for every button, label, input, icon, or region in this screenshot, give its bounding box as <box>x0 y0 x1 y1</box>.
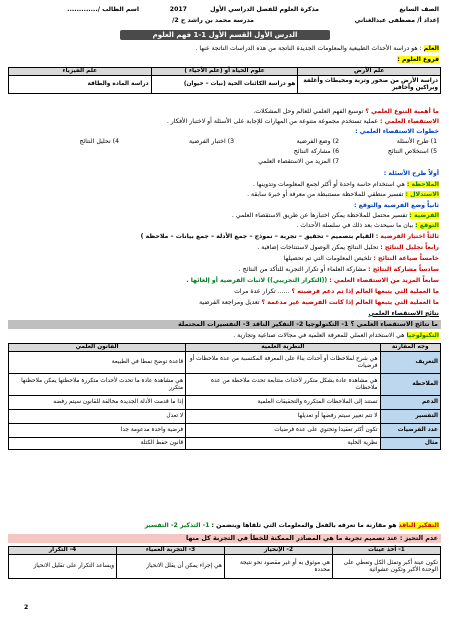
test-line <box>141 233 439 241</box>
analyze-text: تحليل النتائج يمكن الوصول لاستنتاجات إضافية . <box>257 244 379 251</box>
branches-table <box>8 67 441 94</box>
science-definition <box>195 45 439 53</box>
hypothesis-section: ثانياً وضع الفرضية والتوقع : <box>354 202 439 209</box>
tech-line <box>233 332 439 340</box>
bias-cell-blind: هي إجراء يمكن أن يقلل الانحياز <box>117 555 225 579</box>
compare-cell: هي شرح لملاحظات أو أحداث بناءً على المعرفة المكتسبة من عدة ملاحظات أو فرضيات <box>186 352 380 374</box>
branches-heading <box>397 56 439 64</box>
compare-header-law: القانون العلمي <box>9 344 186 352</box>
year-label: 2017 <box>169 6 187 13</box>
compare-cell: تستند إلى الملاحظات المتكررة والتحقيقات العلمية <box>186 396 380 410</box>
inference-line <box>247 191 439 199</box>
prediction-line <box>296 222 439 230</box>
comparison-table <box>8 343 441 450</box>
importance-line <box>253 108 439 116</box>
conclude-label: خامساً صياغة النتائج : <box>373 255 439 262</box>
critical-text: هو مقارنة ما تعرفه بالفعل والمعلومات التي تلقاها ويتضمن : <box>211 522 397 529</box>
bias-header-repeat: 4- التكرار <box>9 547 117 555</box>
bias-table <box>8 546 441 579</box>
q2-label: ما العملية التي يتبعها العالم إذا كانت الفرضية غير مدعمة ؟ <box>261 299 439 306</box>
inference-text: تفسير منطقي للملاحظة مستنبطة من معرفة أو خبرة سابقة . <box>247 191 404 198</box>
test-label: ثالثاً اختبار الفرضية : <box>375 233 439 240</box>
q1-label: ما العملية التي يتبعها العالم إذا تم دعم فرضيته ؟ <box>291 288 439 295</box>
inquiry-text: عملية تستخدم مجموعة متنوعة من المهارات للإجابة على الأسئلة أو لاختبار الأفكار . <box>166 118 378 125</box>
importance-text: توسيع الفهم العلمي للعالم وحل المشكلات. <box>253 108 364 115</box>
compare-cell: إذا ما قدمت الأدلة الجديدة مخالفة للقانون سيتم رفضه <box>9 396 186 410</box>
grade-label: الصف السابع <box>399 6 439 13</box>
hypothesis-text: تفسير محتمل للملاحظة يمكن اختبارها عن طريق الاستقصاء العلمي . <box>231 212 408 219</box>
step-4: 4) تحليل النتائج <box>79 138 119 145</box>
branch-cell-earth: دراسة الأرض من صخور وتربة ومحيطات وأغلفة وبراكين وأحافير <box>298 76 441 94</box>
prediction-text: بيان ما سيحدث بعد ذلك في سلسلة الأحداث . <box>296 222 414 229</box>
compare-cell: فرضية واحدة مدعومة جدا <box>9 424 186 438</box>
bias-header-blind: 3- التجربة العمياء <box>117 547 225 555</box>
critical-label: التفكير الناقد <box>398 522 439 529</box>
hypothesis-line <box>232 212 439 220</box>
branch-cell-physics: دراسة المادة والطاقة <box>9 76 152 94</box>
student-name-field: اسم الطالب /............. <box>67 6 139 13</box>
branches-label: فروع العلوم : <box>397 56 439 63</box>
page-number: 2 <box>24 604 29 611</box>
importance-label: ما أهمية التنوع العلمي ؟ <box>365 108 439 115</box>
branch-header-earth: علم الأرض <box>298 68 441 76</box>
inquiry-label: الاستقصاء العلمي : <box>379 118 439 125</box>
science-text: : هو دراسة الأحداث الطبيعية والمعلومات الجديدة الناتجة من هذه الدراسات الناتجة عنها . <box>195 45 422 52</box>
more-line <box>186 277 439 285</box>
compare-cell: هي مشاهدة عادة بشكل متكرر لأحداث متتابعة تحدث ملاحظة من عدة ملاحظات <box>186 374 380 396</box>
results-bar: ما نتائج الاستقصاء العلمي ؟ 1- التكنولوجيا 2- التفكير الناقد 3- التفسيرات المحتملة <box>8 320 441 329</box>
branch-cell-life: هو دراسة الكائنات الحية (نبات – حيوان) <box>151 76 298 94</box>
compare-row-label: عدد الفرضيات <box>380 424 440 438</box>
share-line <box>239 266 439 274</box>
observation-line <box>253 181 439 189</box>
inquiry-line <box>167 118 439 126</box>
compare-header-theory: النظرية العلمية <box>186 344 380 352</box>
hypothesis-label: الفرضية : <box>409 212 439 219</box>
observation-text: هي استخدام حاسة واحدة أو أكثر لجمع المعلومات وتدوينها . <box>252 181 405 188</box>
analyze-label: رابعاً تحليل النتائج : <box>380 244 439 251</box>
more-label: سابعاً المزيد من الاستقصاء العلمي : <box>329 277 439 284</box>
steps-label: خطوات الاستقصاء العلمي : <box>355 128 439 135</box>
compare-header-aspect: وجه المقارنة <box>380 344 440 352</box>
conclude-line <box>284 255 439 263</box>
compare-cell: تكون أكثر تعقيدا وتحتوي على عدة فرضيات <box>186 424 380 438</box>
compare-cell: لا تعدل <box>9 410 186 424</box>
bias-cell-bias: هي موثوق به أو غير مقصود نحو نتيجة محددة <box>225 555 333 579</box>
compare-cell: لا تتم تغيير سيتم رفضها أو تعديلها <box>186 410 380 424</box>
q1-line <box>234 288 439 296</box>
bias-header-bias: 2- الإنحياز <box>225 547 333 555</box>
school-name: مدرسة محمد بن راشد ح 2/ <box>172 17 254 24</box>
step-7: 7) المزيد من الاستقصاء العلمي <box>258 158 339 165</box>
compare-row-label: الملاحظة <box>380 374 440 396</box>
compare-cell: قاعدة توضح نمطا في الطبيعة <box>9 352 186 374</box>
branch-header-physics: علم الفيزياء <box>9 68 152 76</box>
critical-items: 1- التذكير 2- التفسير <box>144 522 210 529</box>
step-3: 3) اختبار الفرضية <box>188 138 234 145</box>
ask-label: أولاً طرح الأسئلة : <box>383 170 439 177</box>
lesson-title: الدرس الأول القسم الأول 1-1 فهم العلوم <box>120 30 330 40</box>
bias-cell-sampling: تكون عينة أكبر وتمثل الكل وتعطي على الوحدة الأكبر وتكون عشوائية <box>333 555 441 579</box>
hypothesis-heading <box>354 202 439 210</box>
bias-label: عدم التحيز : <box>399 534 438 542</box>
q2-text: تعديل ومراجعة الفرضية <box>199 299 260 306</box>
tech-text: هي الاستخدام العملي للمعرفة العلمية في مجالات صناعية وتجارية . <box>233 332 405 339</box>
science-label: العلم <box>423 45 439 52</box>
share-text: مشاركة العلماء أو تكرار التجربة للتأكد من النتائج . <box>238 266 367 273</box>
ask-heading <box>384 170 439 178</box>
compare-cell: قانون حفظ الكتلة <box>9 438 186 450</box>
q2-line <box>199 299 439 307</box>
compare-cell: نظرية الخلية <box>186 438 380 450</box>
more-text: ((التكرار التجريبي)) لاثبات الفرضية أو إلغائها . <box>186 277 328 284</box>
bias-text: عند تصميم تجربة ما هي المصادر الممكنة للخطأ في التجربة كل منها <box>185 534 398 542</box>
bias-header-sampling: 1- أخذ عينات <box>333 547 441 555</box>
q1-text: ...... تكرار عدة مرات <box>234 288 290 295</box>
step-1: 1) طرح الأسئلة <box>396 138 437 145</box>
prediction-label: التوقع : <box>415 222 439 229</box>
bias-bar <box>8 534 441 543</box>
conclude-text: تلخيص المعلومات التي تم تحصيلها <box>283 255 372 262</box>
share-label: سادساً مشاركة النتائج : <box>368 266 439 273</box>
compare-row-label: مثال <box>380 438 440 450</box>
results-label: نتائج الاستقصاء العلمي <box>368 310 439 317</box>
booklet-title: مذكرة العلوم للفصل الدراسي الأول <box>210 6 319 13</box>
prepared-by: إعداد أ/ مصطفى عبدالغناني <box>354 17 439 24</box>
critical-line <box>145 522 439 530</box>
compare-cell: هي مشاهدة عادة ما تحدث لأحداث متكررة ملاحظتها يمكن ملاحظتها متكرر <box>9 374 186 396</box>
compare-row-label: الدعم <box>380 396 440 410</box>
compare-row-label: التفسير <box>380 410 440 424</box>
compare-row-label: التعريف <box>380 352 440 374</box>
inference-label: الاستدلال : <box>405 191 439 198</box>
step-5: 5) استخلاص النتائج <box>387 148 437 155</box>
bias-cell-repeat: ويساعد التكرار على تقليل الانحياز <box>9 555 117 579</box>
step-6: 6) مشاركة النتائج <box>293 148 339 155</box>
steps-heading <box>355 128 439 136</box>
step-2: 2) وضع الفرضية <box>296 138 339 145</box>
observation-label: الملاحظة : <box>406 181 439 188</box>
branch-header-life: علوم الحياة أو (علم الأحياء ) <box>151 68 298 76</box>
tech-label: التكنولوجيا <box>406 332 439 339</box>
test-text: القيام بتصميم – تحقيق – تجربة – نموذج – جمع الأدلة – جمع بيانات – ملاحظة ) <box>140 233 374 240</box>
analyze-line <box>257 244 439 252</box>
